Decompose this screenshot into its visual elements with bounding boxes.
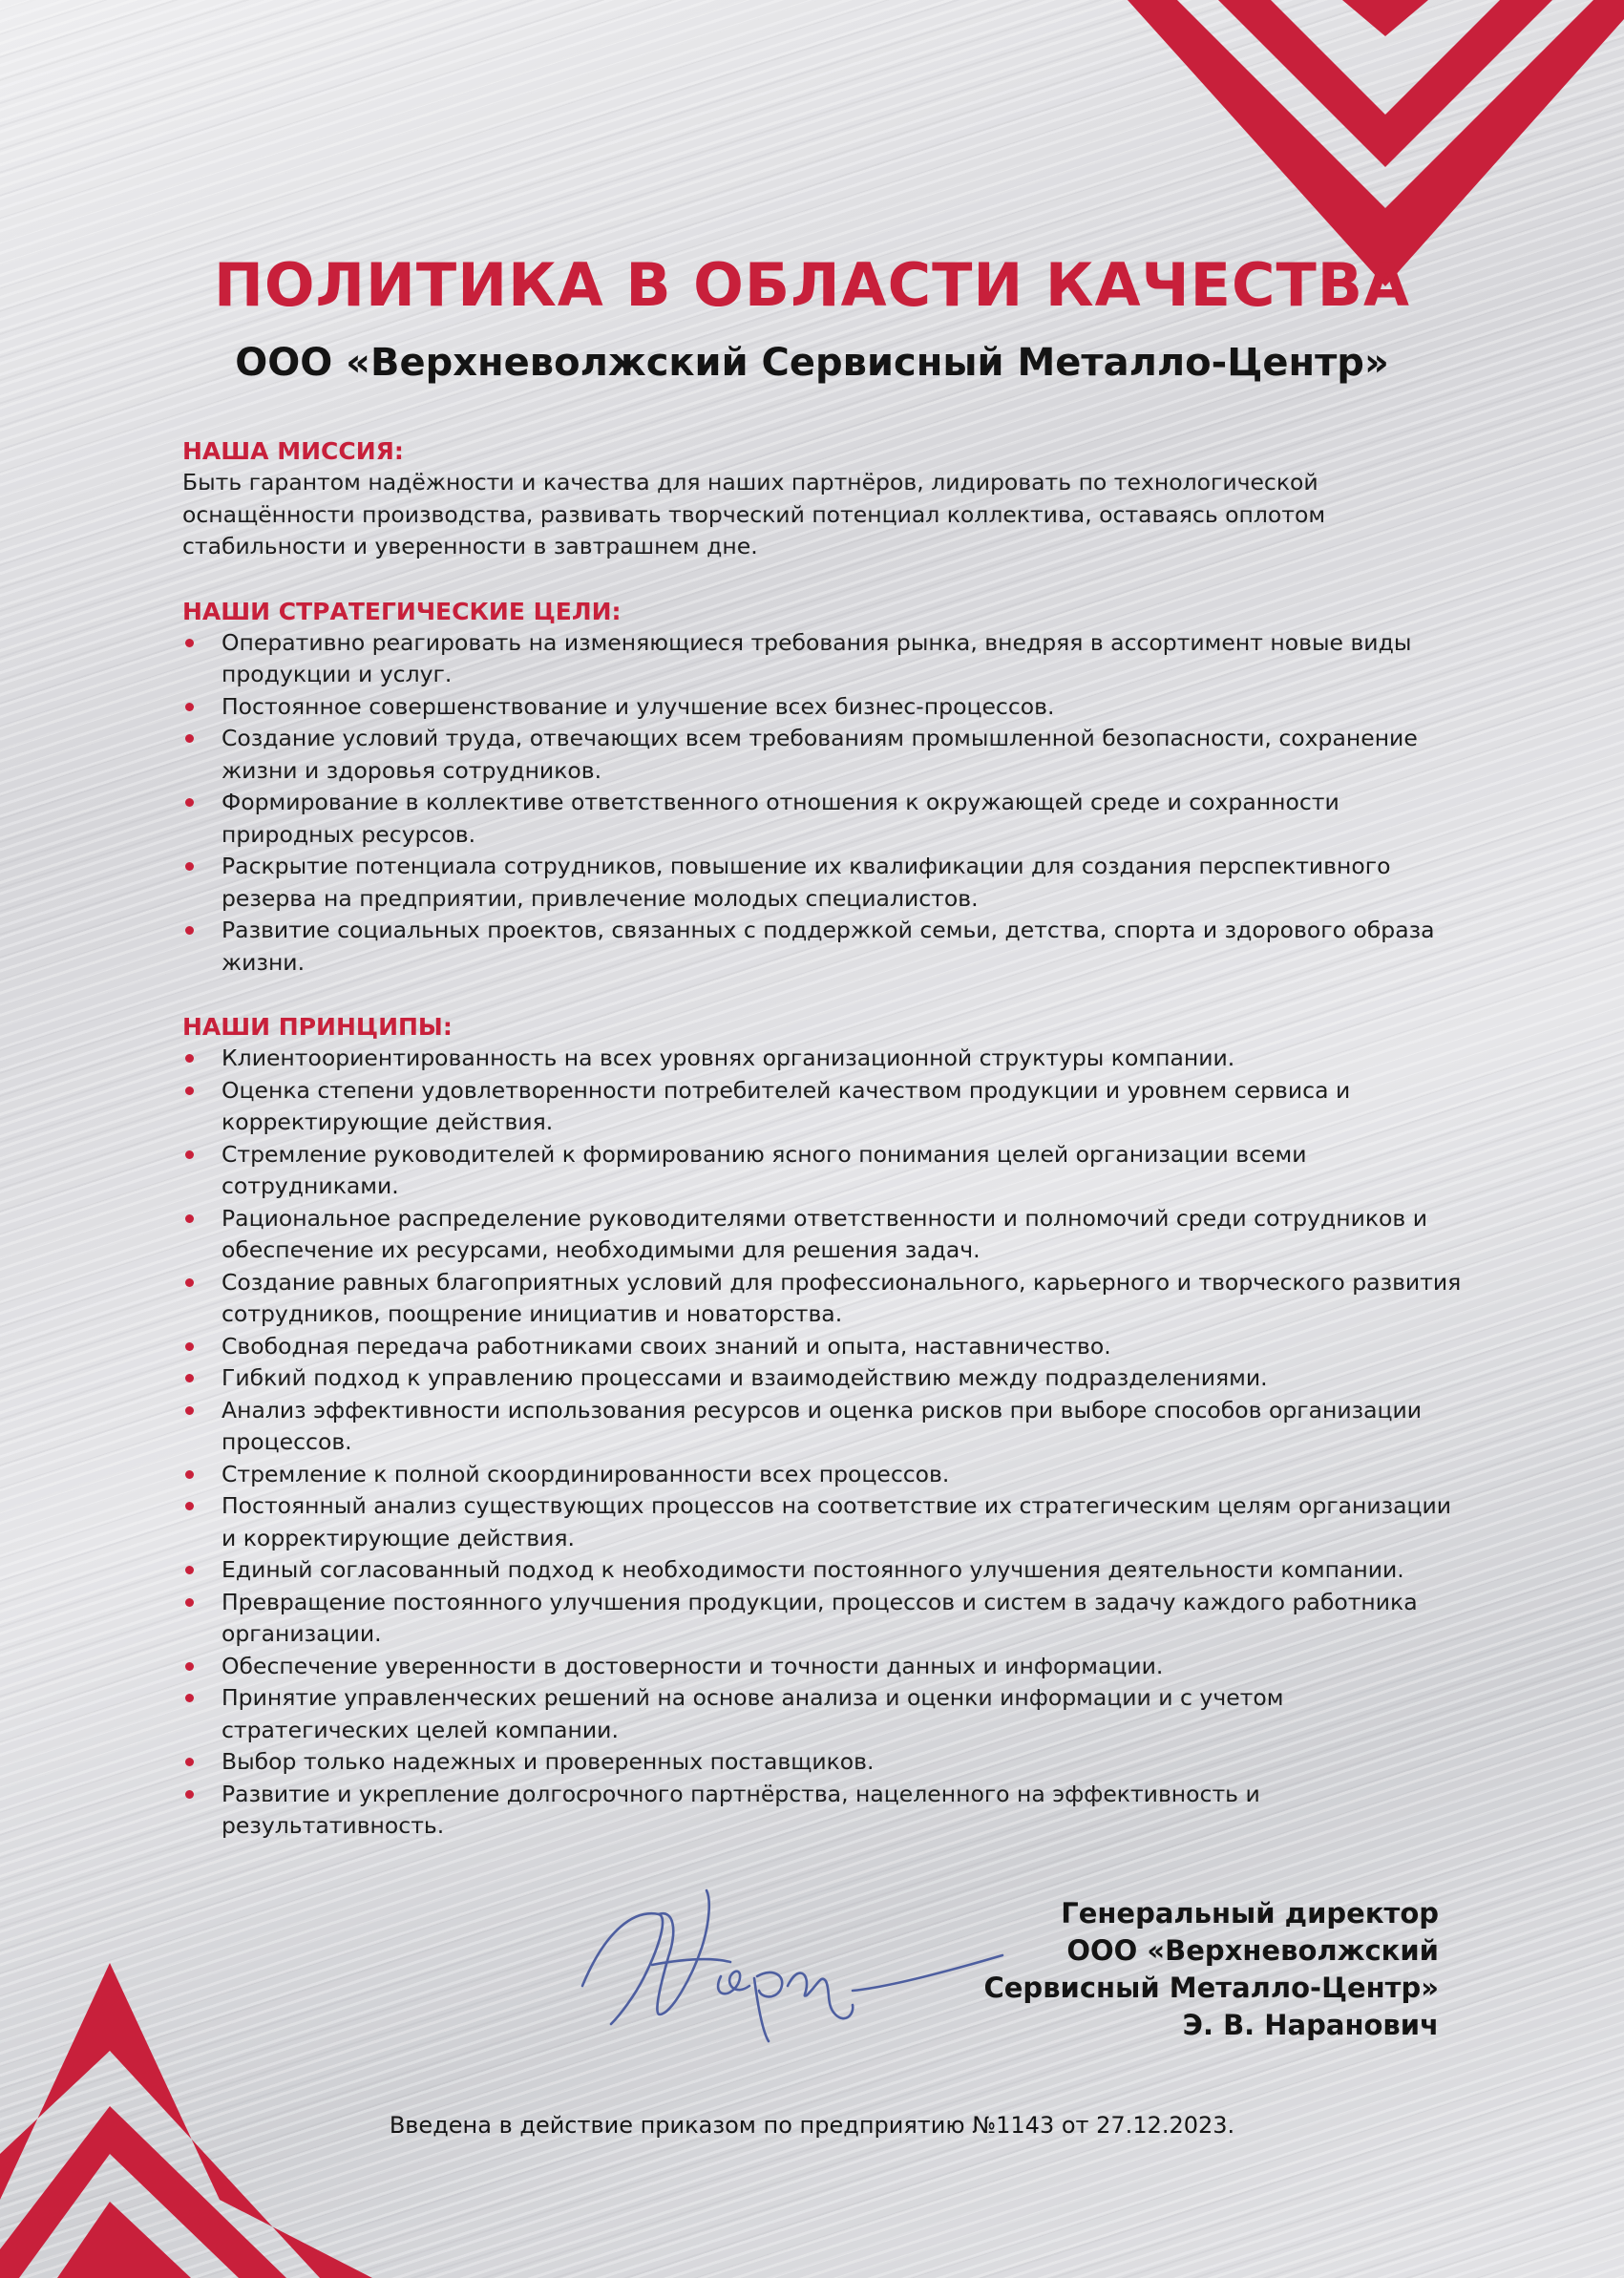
goal-item: Постоянное совершенствование и улучшение всех бизнес-процессов. <box>182 691 1462 724</box>
signatory-company-line2: Сервисный Металло-Центр» <box>983 1972 1439 2004</box>
principle-item: Создание равных благоприятных условий для профессионального, карьерного и творческого развития сотрудников, поощрение инициатив и новаторства. <box>182 1267 1462 1331</box>
signatory-position: Генеральный директор <box>1061 1897 1439 1930</box>
principles-heading: НАШИ ПРИНЦИПЫ: <box>182 1013 453 1041</box>
principle-item: Рациональное распределение руководителями ответственности и полномочий среди сотрудников и обеспечение их ресурсами, необходимыми для решения задач. <box>182 1203 1462 1267</box>
enactment-note: Введена в действие приказом по предприятию №1143 от 27.12.2023. <box>389 2112 1235 2139</box>
principle-item: Стремление руководителей к формированию ясного понимания целей организации всеми сотрудниками. <box>182 1139 1462 1203</box>
principle-item: Развитие и укрепление долгосрочного партнёрства, нацеленного на эффективность и результативность. <box>182 1779 1462 1843</box>
principle-item: Стремление к полной скоординированности всех процессов. <box>182 1459 1462 1491</box>
principle-item: Постоянный анализ существующих процессов на соответствие их стратегическим целям организации и корректирующие действия. <box>182 1490 1462 1554</box>
mission-text: Быть гарантом надёжности и качества для наших партнёров, лидировать по технологической оснащённости производства, развивать творческий потенциал коллектива, оставаясь оплотом стабильности и уверенности в завтрашнем дне. <box>182 469 1326 559</box>
principle-item: Свободная передача работниками своих знаний и опыта, наставничество. <box>182 1331 1462 1363</box>
goal-item: Формирование в коллективе ответственного отношения к окружающей среде и сохранности природных ресурсов. <box>182 787 1462 851</box>
signatory-name: Э. В. Наранович <box>1182 2009 1439 2041</box>
principle-item: Анализ эффективности использования ресурсов и оценка рисков при выборе способов организации процессов. <box>182 1395 1462 1459</box>
corner-chevron-top-right <box>1128 0 1624 286</box>
signatory-company-line1: ООО «Верхневолжский <box>1066 1934 1439 1967</box>
principle-item: Оценка степени удовлетворенности потребителей качеством продукции и уровнем сервиса и корректирующие действия. <box>182 1075 1462 1139</box>
signature-graphic <box>568 1871 1017 2053</box>
goal-item: Создание условий труда, отвечающих всем требованиям промышленной безопасности, сохранение жизни и здоровья сотрудников. <box>182 723 1462 787</box>
principle-item: Клиентоориентированность на всех уровнях организационной структуры компании. <box>182 1043 1462 1075</box>
goals-heading: НАШИ СТРАТЕГИЧЕСКИЕ ЦЕЛИ: <box>182 597 622 625</box>
policy-body <box>182 435 1462 1875</box>
signatory-block <box>983 1895 1439 2044</box>
principle-item: Гибкий подход к управлению процессами и взаимодействию между подразделениями. <box>182 1362 1462 1395</box>
principle-item: Обеспечение уверенности в достоверности и точности данных и информации. <box>182 1651 1462 1683</box>
mission-heading: НАША МИССИЯ: <box>182 437 404 465</box>
goal-item: Развитие социальных проектов, связанных с поддержкой семьи, детства, спорта и здорового образа жизни. <box>182 915 1462 979</box>
principle-item: Выбор только надежных и проверенных поставщиков. <box>182 1746 1462 1779</box>
goal-item: Раскрытие потенциала сотрудников, повышение их квалификации для создания перспективного резерва на предприятии, привлечение молодых специалистов. <box>182 851 1462 915</box>
principle-item: Принятие управленческих решений на основе анализа и оценки информации и с учетом стратегических целей компании. <box>182 1682 1462 1746</box>
goal-item: Оперативно реагировать на изменяющиеся требования рынка, внедряя в ассортимент новые виды продукции и услуг. <box>182 627 1462 691</box>
company-name: ООО «Верхневолжский Сервисный Металло-Центр» <box>235 341 1389 385</box>
principle-item: Превращение постоянного улучшения продукции, процессов и систем в задачу каждого работника организации. <box>182 1587 1462 1651</box>
principles-list <box>182 1043 1462 1843</box>
principle-item: Единый согласованный подход к необходимости постоянного улучшения деятельности компании. <box>182 1554 1462 1587</box>
document-title: ПОЛИТИКА В ОБЛАСТИ КАЧЕСТВА <box>213 250 1411 320</box>
goals-list <box>182 627 1462 980</box>
